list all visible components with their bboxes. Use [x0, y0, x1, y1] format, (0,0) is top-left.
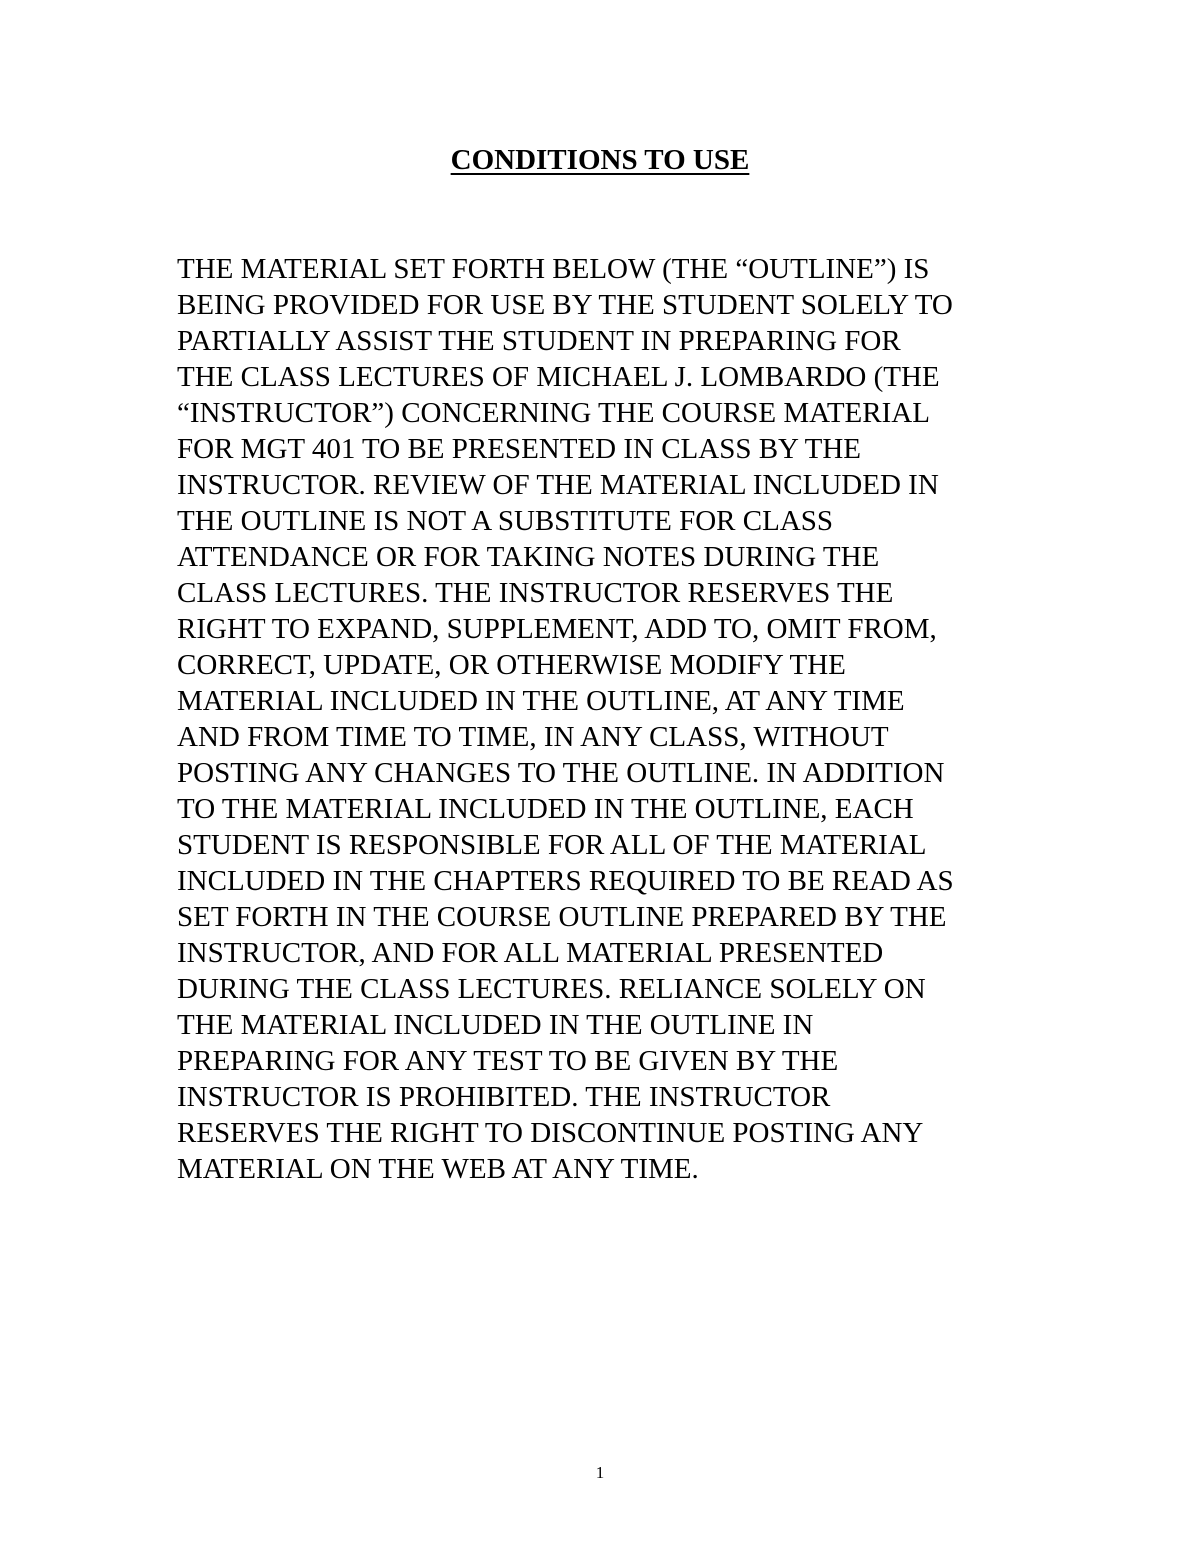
body-line: “INSTRUCTOR”) CONCERNING THE COURSE MATERIAL: [177, 397, 930, 429]
body-line: PREPARING FOR ANY TEST TO BE GIVEN BY THE: [177, 1045, 839, 1077]
body-line: MATERIAL INCLUDED IN THE OUTLINE, AT ANY TIME: [177, 685, 905, 717]
body-line: AND FROM TIME TO TIME, IN ANY CLASS, WITHOUT: [177, 721, 889, 753]
body-line: FOR MGT 401 TO BE PRESENTED IN CLASS BY THE: [177, 433, 862, 465]
body-line: MATERIAL ON THE WEB AT ANY TIME.: [177, 1153, 699, 1185]
body-line: INCLUDED IN THE CHAPTERS REQUIRED TO BE READ AS: [177, 865, 954, 897]
document-title: CONDITIONS TO USE: [450, 144, 750, 176]
body-line: CORRECT, UPDATE, OR OTHERWISE MODIFY THE: [177, 649, 846, 681]
body-line: INSTRUCTOR IS PROHIBITED. THE INSTRUCTOR: [177, 1081, 831, 1113]
body-line: INSTRUCTOR, AND FOR ALL MATERIAL PRESENTED: [177, 937, 884, 969]
body-line: DURING THE CLASS LECTURES. RELIANCE SOLELY ON: [177, 973, 926, 1005]
body-line: THE MATERIAL SET FORTH BELOW (THE “OUTLINE”) IS: [177, 253, 930, 285]
body-line: RESERVES THE RIGHT TO DISCONTINUE POSTING ANY: [177, 1117, 924, 1149]
page-number: 1: [595, 1463, 605, 1482]
body-line: THE CLASS LECTURES OF MICHAEL J. LOMBARDO (THE: [177, 361, 940, 393]
body-line: RIGHT TO EXPAND, SUPPLEMENT, ADD TO, OMIT FROM,: [177, 613, 937, 645]
body-line: INSTRUCTOR. REVIEW OF THE MATERIAL INCLUDED IN: [177, 469, 939, 501]
body-line: THE MATERIAL INCLUDED IN THE OUTLINE IN: [177, 1009, 814, 1041]
body-line: PARTIALLY ASSIST THE STUDENT IN PREPARING FOR: [177, 325, 901, 357]
body-line: SET FORTH IN THE COURSE OUTLINE PREPARED BY THE: [177, 901, 947, 933]
body-line: STUDENT IS RESPONSIBLE FOR ALL OF THE MATERIAL: [177, 829, 927, 861]
body-line: POSTING ANY CHANGES TO THE OUTLINE. IN ADDITION: [177, 757, 945, 789]
body-line: CLASS LECTURES. THE INSTRUCTOR RESERVES THE: [177, 577, 894, 609]
body-line: THE OUTLINE IS NOT A SUBSTITUTE FOR CLASS: [177, 505, 834, 537]
body-line: ATTENDANCE OR FOR TAKING NOTES DURING THE: [177, 541, 880, 573]
conditions-body: [177, 251, 1057, 1187]
body-line: TO THE MATERIAL INCLUDED IN THE OUTLINE, EACH: [177, 793, 914, 825]
body-line: BEING PROVIDED FOR USE BY THE STUDENT SOLELY TO: [177, 289, 953, 321]
